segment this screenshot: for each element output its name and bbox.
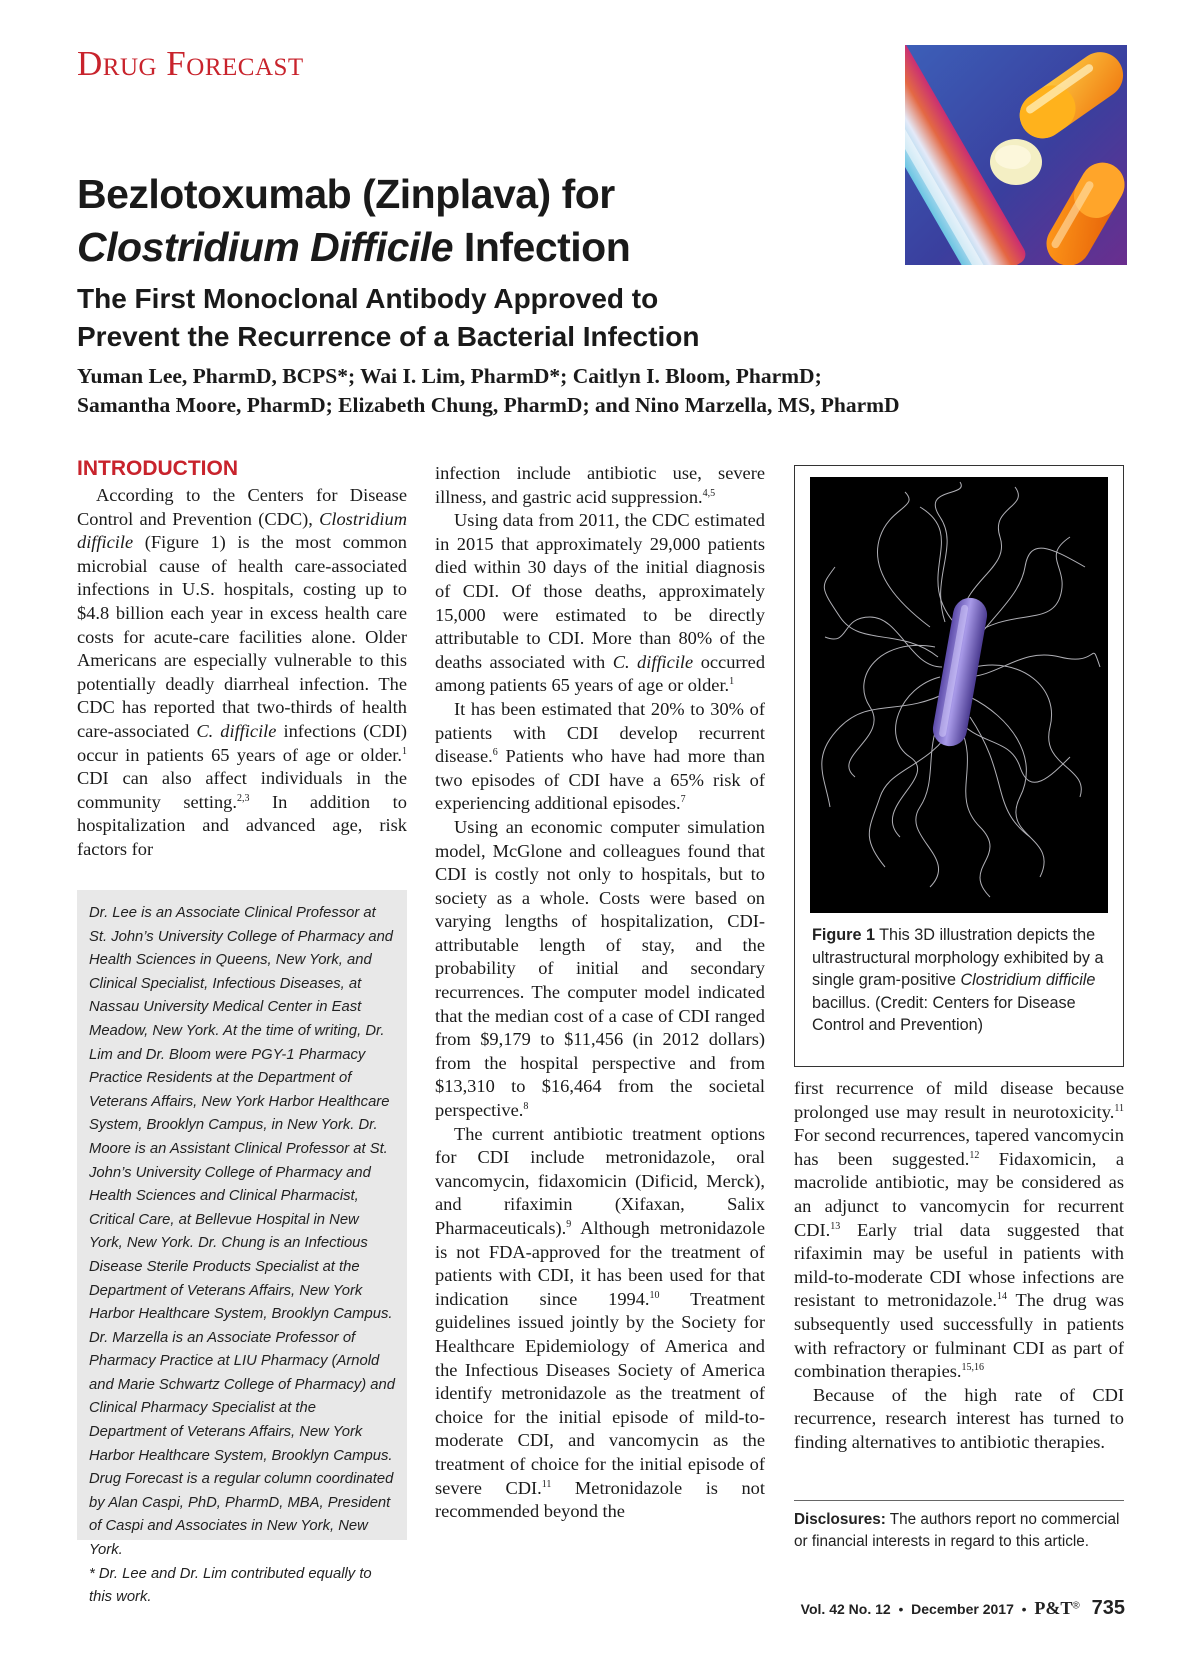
reference-marker: 2,3 (236, 792, 250, 804)
reference-marker: 1 (402, 745, 407, 757)
bio-paragraph: Dr. Lee is an Associate Clinical Professor at St. John’s University College of Pharmacy and Health Sciences in Queens, New York, and Clinical Specialist, Infectious Diseases, at Nassau University Medical Center in East Meadow, New York. At the time of writing, Dr. Lim and Dr. Bloom were PGY-1 Pharmacy Practice Residents at the Department of Veterans Affairs, New York Harbor Healthcare System, Brooklyn Campus, in New York. Dr. Moore is an Assistant Clinical Professor at St. John’s University College of Pharmacy and Health Sciences and Clinical Pharmacist, Critical Care, at Bellevue Hospital in New York, New York. Dr. Chung is an Infectious Disease Sterile Products Specialist at the Department of Veterans Affairs, New York Harbor Healthcare System, Brooklyn Campus. Dr. Marzella is an Associate Professor of Pharmacy Practice at LIU Pharmacy (Arnold and Marie Schwartz College of Pharmacy) and Clinical Pharmacy Specialist at the Department of Veterans Affairs, New York Harbor Healthcare System, Brooklyn Campus. Drug Forecast is a regular column coordinated by Alan Caspi, PhD, PharmD, MBA, President of Caspi and Associates in New York, New York. (89, 905, 395, 1559)
subtitle-line-2: Prevent the Recurrence of a Bacterial Infection (77, 321, 700, 352)
introduction-heading: INTRODUCTION (77, 457, 238, 480)
pills-illustration (905, 45, 1127, 265)
text-run: According to the Centers for Disease Control and Prevention (CDC), (77, 485, 407, 529)
text-run: The current antibiotic treatment options for CDI include metronidazole, oral vancomycin, fidaxomicin (Dificid, Merck), and rifaximin (Xifaxan, Salix Pharmaceuticals). (435, 1123, 765, 1238)
text-run: Using data from 2011, the CDC estimated in 2015 that approximately 29,000 patients died within 30 days of the initial diagnosis of CDI. Of those deaths, approximately 15,000 were estimated to be directly attributable to CDI. More than 80% of the deaths associated with (435, 510, 765, 672)
column-3 (794, 1077, 1124, 1455)
text-run: In addition to hospitalization and advanced age, risk factors for (77, 791, 407, 859)
footer-journal: P&T (1034, 1598, 1073, 1618)
bacillus-illustration (810, 477, 1108, 913)
text-run: (Figure 1) is the most common microbial cause of health care-associated infections in U.S. hospitals, costing up to $4.8 billion each year in excess health care costs for acute-care facilities alone. Older Americans are especially vulnerable to this potentially deadly diarrheal infection. The CDC has reported that two-thirds of health care-associated (77, 532, 407, 741)
disclosures-label: Disclosures: (794, 1511, 886, 1528)
intro-paragraph (77, 484, 407, 862)
figure-1-caption (812, 924, 1110, 1037)
reference-marker: 1 (729, 676, 735, 688)
text-run: Using an economic computer simulation model, McGlone and colleagues found that CDI is costly not only to hospitals, but to society as a whole. Costs were based on varying lengths of hospitalization, CDI-attributable length of stay, and the probability of initial and secondary recurrences. The computer model indicated that the median cost of a case of CDI ranged from $9,179 to $11,456 (in 2012 dollars) from the hospital perspective and from $13,310 to $16,464 from the societal perspective. (435, 816, 765, 1121)
reference-marker: 10 (649, 1289, 660, 1301)
text-run: CDI can also affect individuals in the community setting. (77, 768, 407, 812)
title-line-2 (77, 221, 897, 274)
column-2 (435, 462, 765, 1524)
authors-line-2: Samantha Moore, PharmD; Elizabeth Chung, PharmD; and Nino Marzella, MS, PharmD (77, 393, 900, 417)
col2-paragraph-5 (435, 1123, 765, 1524)
author-list (77, 362, 1117, 420)
authors-line-1: Yuman Lee, PharmD, BCPS*; Wai I. Lim, PharmD*; Caitlyn I. Bloom, PharmD; (77, 364, 822, 388)
reference-marker: 11 (541, 1478, 552, 1490)
text-run: Treatment guidelines issued jointly by the Society for Healthcare Epidemiology of America and the Infectious Diseases Society of America identify metronidazole as the treatment of choice for the initial episode of mild-to-moderate CDI, and vancomycin as the treatment of choice for the initial episode of severe CDI. (435, 1288, 766, 1498)
subtitle-line-1: The First Monoclonal Antibody Approved to (77, 283, 659, 314)
text-run: It has been estimated that 20% to 30% of patients with CDI develop recurrent disease. (435, 698, 765, 767)
caption-text: bacillus. (Credit: Centers for Disease Control and Prevention) (812, 993, 1076, 1035)
text-run: infection include antibiotic use, severe illness, and gastric acid suppression. (435, 463, 765, 507)
disclosure-divider (794, 1500, 1124, 1501)
cover-illustration (905, 45, 1127, 265)
text-run: Patients who have had more than two episodes of CDI have a 65% risk of experiencing additional episodes. (435, 746, 765, 814)
reference-marker: 9 (566, 1218, 572, 1230)
disclosures-text: The authors report no commercial or financial interests in regard to this article. (794, 1511, 1120, 1550)
reference-marker: 8 (523, 1100, 529, 1112)
text-run: occurred among patients 65 years of age or older. (435, 651, 766, 696)
reference-marker: 4,5 (702, 487, 716, 499)
footer-volume: Vol. 42 No. 12 (800, 1601, 891, 1617)
caption-organism: Clostridium difficile (960, 971, 1096, 990)
reference-marker: 6 (492, 747, 498, 758)
figure-label: Figure 1 (812, 926, 875, 944)
text-run: For second recurrences, tapered vancomycin has been suggested. (794, 1125, 1124, 1169)
disclosures-note (794, 1509, 1124, 1553)
figure-1-image (810, 477, 1108, 913)
page-footer (801, 1597, 1125, 1620)
reference-marker: 14 (997, 1291, 1007, 1303)
text-run: Early trial data suggested that rifaximin may be useful in patients with mild-to-moderate CDI whose infections are resistant to metronidazole. (794, 1219, 1124, 1311)
reference-marker: 13 (830, 1220, 841, 1232)
col3-paragraph-1 (794, 1077, 1124, 1384)
col2-paragraph-4 (435, 816, 765, 1123)
footer-date: December 2017 (911, 1601, 1014, 1617)
col2-paragraph-2 (435, 509, 765, 698)
text-run: Metronidazole is not recommended beyond the (435, 1477, 765, 1522)
italic-organism: C. difficile (612, 651, 694, 672)
italic-organism: Clostridium difficile (77, 508, 407, 553)
page-number: 735 (1091, 1597, 1125, 1619)
reference-marker: 7 (680, 794, 686, 806)
col3-paragraph-2: Because of the high rate of CDI recurrence, research interest has turned to finding alternatives to antibiotic therapies. (794, 1384, 1124, 1452)
text-run: The drug was subsequently used successfully in patients with refractory or fulminant CDI as part of combination therapies. (794, 1290, 1124, 1382)
text-run: infections (CDI) occur in patients 65 years of age or older. (77, 720, 407, 765)
reference-marker: 11 (1114, 1102, 1124, 1114)
col2-paragraph-1 (435, 462, 765, 509)
caption-text: This 3D illustration depicts the ultrastructural morphology exhibited by a single gram-positive (812, 926, 1104, 990)
footer-separator: • (894, 1601, 908, 1617)
reference-marker: 15,16 (961, 1362, 985, 1373)
text-run: first recurrence of mild disease because prolonged use may result in neurotoxicity. (794, 1078, 1124, 1122)
author-bio-text (89, 902, 395, 1610)
text-run: Although metronidazole is not FDA-approved for the treatment of patients with CDI, it has been used for that indication since 1994. (435, 1218, 765, 1309)
text-run: Fidaxomicin, a macrolide antibiotic, may be considered as an adjunct to vancomycin for recurrent CDI. (794, 1148, 1124, 1240)
registered-mark: ® (1072, 1600, 1080, 1612)
bio-footnote: * Dr. Lee and Dr. Lim contributed equally to this work. (89, 1565, 372, 1606)
reference-marker: 12 (969, 1149, 980, 1161)
footer-separator: • (1017, 1601, 1031, 1617)
article-title (77, 168, 897, 274)
section-label: Drug Forecast (77, 44, 304, 83)
title-organism: Clostridium Difficile (77, 224, 454, 270)
italic-organism: C. difficile (196, 720, 277, 741)
title-line-1: Bezlotoxumab (Zinplava) for (77, 171, 615, 217)
title-line-2-rest: Infection (453, 224, 631, 270)
article-subtitle (77, 280, 897, 356)
col2-paragraph-3 (435, 698, 765, 816)
